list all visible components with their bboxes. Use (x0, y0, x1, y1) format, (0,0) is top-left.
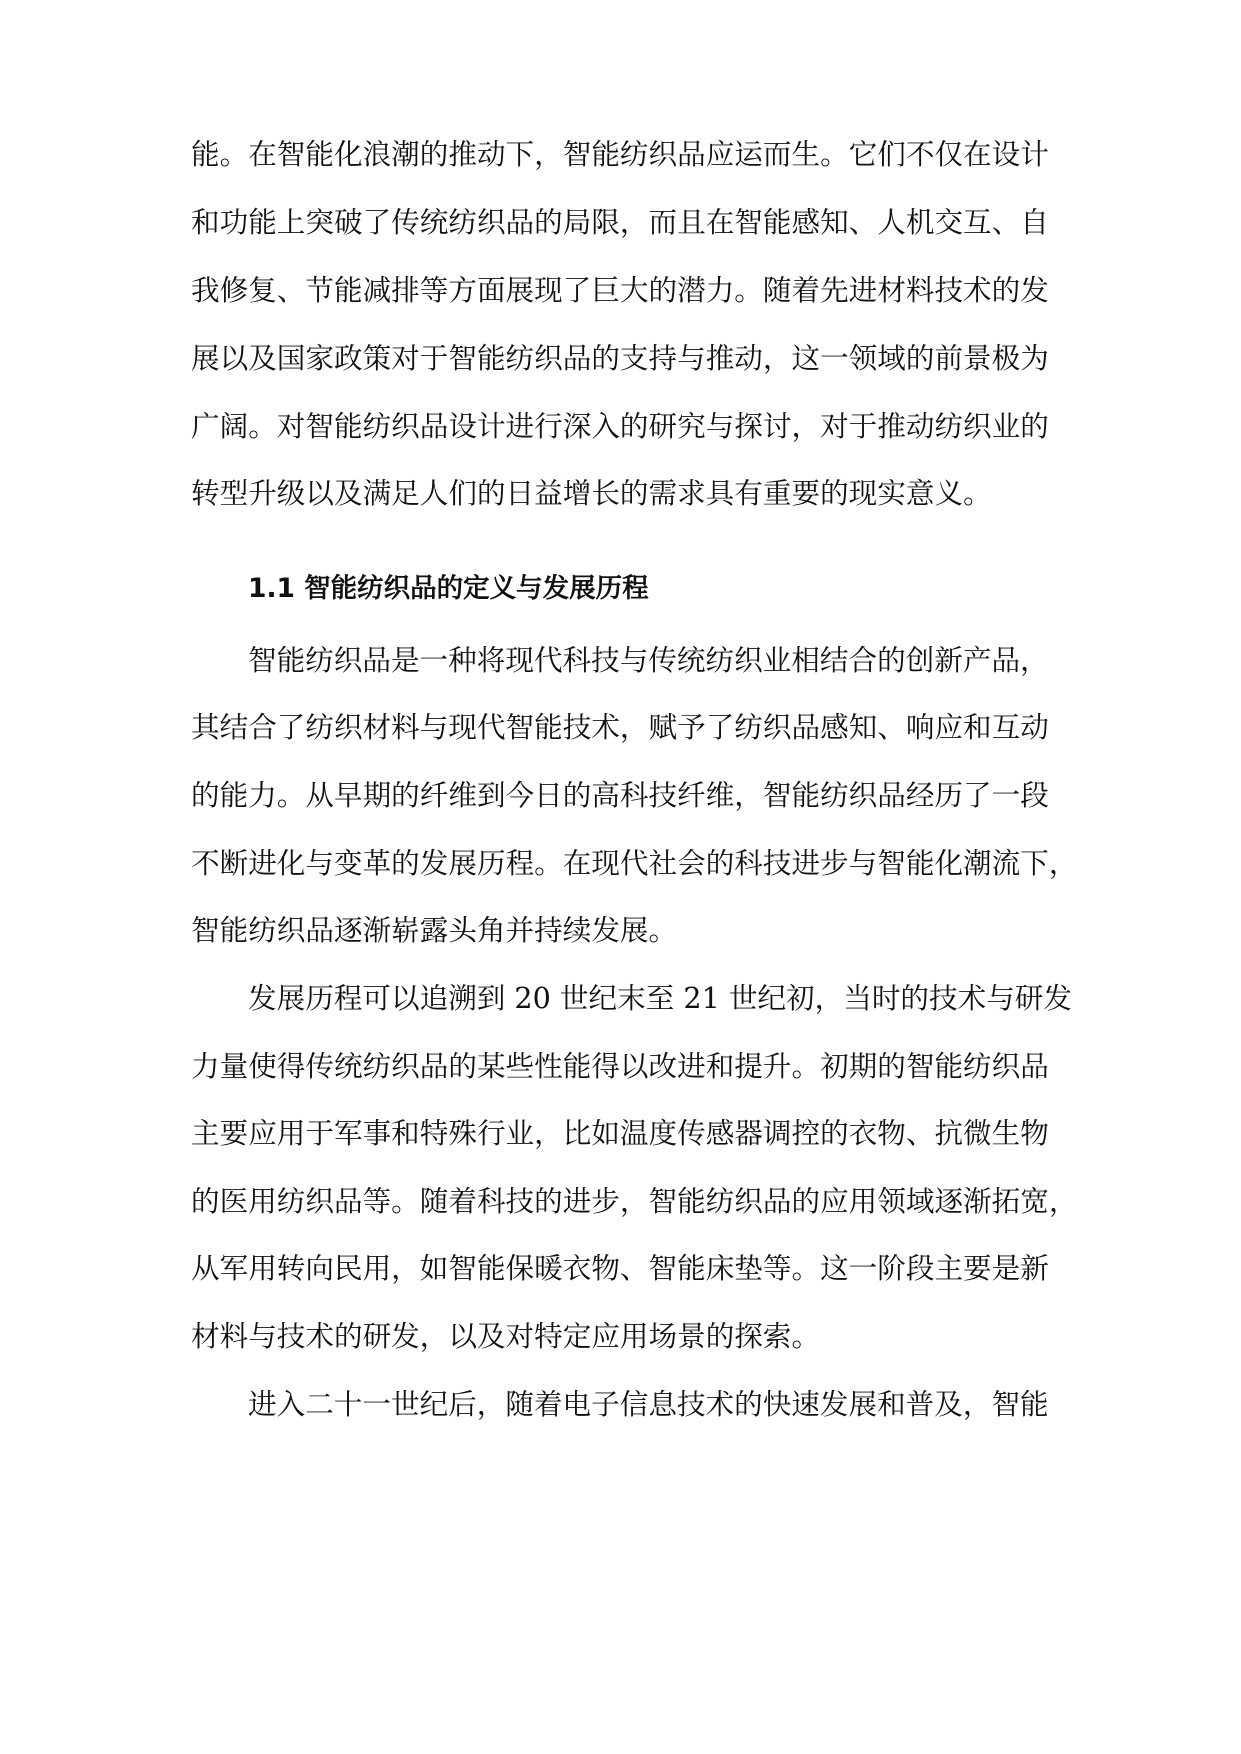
text-line: 发展历程可以追溯到 20 世纪末至 21 世纪初，当时的技术与研发 (248, 981, 1072, 1015)
text-line: 智能纺织品是一种将现代科技与传统纺织业相结合的创新产品， (248, 643, 1049, 677)
text-line: 从军用转向民用，如智能保暖衣物、智能床垫等。这一阶段主要是新 (191, 1251, 1049, 1285)
text-line: 转型升级以及满足人们的日益增长的需求具有重要的现实意义。 (191, 476, 992, 510)
text-line: 进入二十一世纪后，随着电子信息技术的快速发展和普及，智能 (248, 1387, 1049, 1421)
text-line: 的医用纺织品等。随着科技的进步，智能纺织品的应用领域逐渐拓宽， (191, 1184, 1078, 1218)
text-line: 不断进化与变革的发展历程。在现代社会的科技进步与智能化潮流下， (191, 846, 1078, 880)
section-heading: 1.1 智能纺织品的定义与发展历程 (248, 573, 649, 604)
text-line: 智能纺织品逐渐崭露头角并持续发展。 (191, 913, 678, 947)
text-line: 我修复、节能减排等方面展现了巨大的潜力。随着先进材料技术的发 (191, 273, 1049, 307)
text-line: 和功能上突破了传统纺织品的局限，而且在智能感知、人机交互、自 (191, 205, 1049, 239)
text-line: 展以及国家政策对于智能纺织品的支持与推动，这一领域的前景极为 (191, 341, 1049, 375)
text-line: 的能力。从早期的纤维到今日的高科技纤维，智能纺织品经历了一段 (191, 778, 1049, 812)
text-line: 能。在智能化浪潮的推动下，智能纺织品应运而生。它们不仅在设计 (191, 137, 1049, 171)
text-line: 主要应用于军事和特殊行业，比如温度传感器调控的衣物、抗微生物 (191, 1116, 1049, 1150)
text-line: 材料与技术的研发，以及对特定应用场景的探索。 (191, 1319, 821, 1353)
text-line: 其结合了纺织材料与现代智能技术，赋予了纺织品感知、响应和互动 (191, 710, 1049, 744)
text-line: 广阔。对智能纺织品设计进行深入的研究与探讨，对于推动纺织业的 (191, 409, 1049, 443)
text-line: 力量使得传统纺织品的某些性能得以改进和提升。初期的智能纺织品 (191, 1049, 1049, 1083)
